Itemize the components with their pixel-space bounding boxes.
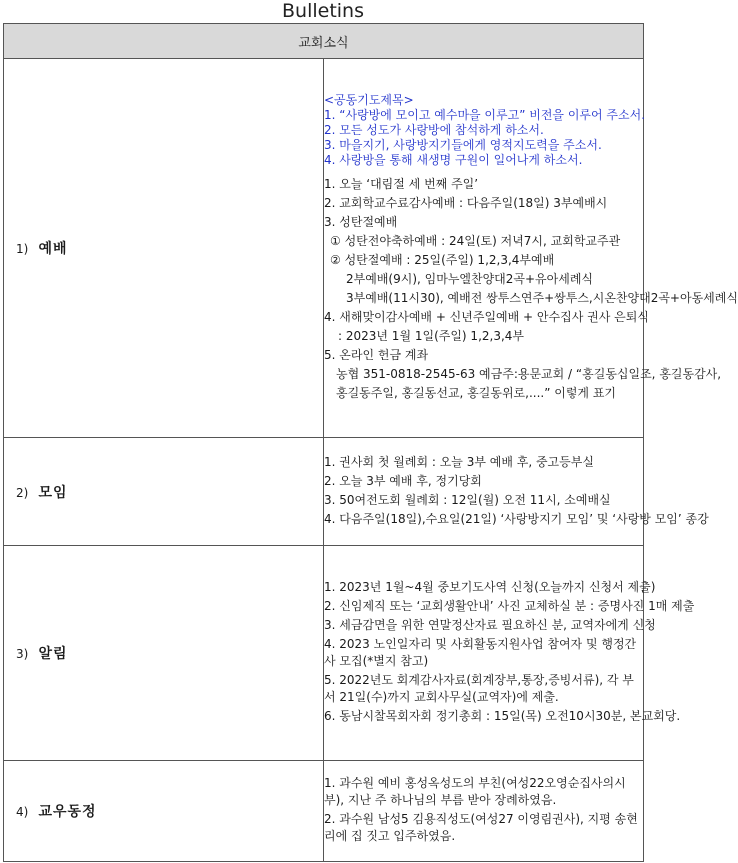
worship-subitem: 2부예배(9시), 임마누엘찬양대2곡+유아세례식 <box>346 271 594 286</box>
meeting-item: 3. 50여전도회 월례회 : 12일(월) 오전 11시, 소예배실 <box>324 492 611 507</box>
notice-item: 4. 2023 노인일자리 및 사회활동지원사업 참여자 및 행정간사 모집(*별지 참고) <box>324 637 637 668</box>
section-name: 모임 <box>38 484 68 501</box>
section-row-worship <box>4 59 644 438</box>
prayer-list <box>324 92 646 168</box>
prayer-heading: <공동기도제목> <box>324 92 414 107</box>
meeting-item: 4. 다음주일(18일),수요일(21일) ‘사랑방지기 모임’ 및 ‘사랑방 모임’ 종강 <box>324 511 709 526</box>
prayer-item: 1. “사랑방에 모이고 예수마을 이루고” 비전을 이루어 주소서. <box>324 107 646 122</box>
worship-subitem: 3부예배(11시30), 예배전 쌍투스연주+쌍투스,시온찬양대2곡+아동세례식 <box>346 290 738 305</box>
prayer-item: 2. 모든 성도가 사랑방에 참석하게 하소서. <box>324 122 544 137</box>
section-number: 1) <box>16 242 29 256</box>
notice-item: 1. 2023년 1월~4월 중보기도사역 신청(오늘까지 신청서 제출) <box>324 580 656 594</box>
worship-item: 5. 온라인 헌금 계좌 <box>324 347 429 362</box>
section-label-meeting <box>4 438 324 546</box>
section-label-worship <box>4 59 324 438</box>
notice-item: 6. 동남시찰목회자회 정기총회 : 15일(목) 오전10시30분, 본교회당. <box>324 709 681 723</box>
fellowship-item: 2. 과수원 남성5 김용직성도(여성27 이영림권사), 지평 송현리에 집 짓고 입주하였음. <box>324 812 638 843</box>
account-info: 홍길동주일, 홍길동선교, 홍길동위로,....” 이렇게 표기 <box>336 385 617 400</box>
section-name: 예배 <box>38 241 68 257</box>
notice-item: 2. 신임제직 또는 ‘교회생활안내’ 사진 교체하실 분 : 증명사진 1매 제출 <box>324 599 695 613</box>
meeting-item: 1. 권사회 첫 월례회 : 오늘 3부 예배 후, 중고등부실 <box>324 454 594 469</box>
table-header: 교회소식 <box>4 24 644 59</box>
prayer-item: 3. 마을지기, 사랑방지기들에게 영적지도력을 주소서. <box>324 137 602 152</box>
section-row-fellowship <box>4 761 644 862</box>
section-name: 알림 <box>38 646 68 662</box>
prayer-item: 4. 사랑방을 통해 새생명 구원이 일어나게 하소서. <box>324 152 583 167</box>
notice-item: 5. 2022년도 회계감사자료(회계장부,통장,증빙서류), 각 부서 21일(수)까지 교회사무실(교역자)에 제출. <box>324 673 634 704</box>
section-number: 2) <box>16 485 29 500</box>
fellowship-item: 1. 과수원 예비 홍성옥성도의 부친(여성22오영순집사의시부), 지난 주 하나님의 부름 받아 장례하였음. <box>324 776 626 807</box>
section-label-fellowship <box>4 761 324 862</box>
section-row-notice <box>4 546 644 761</box>
meeting-item: 2. 오늘 3부 예배 후, 정기당회 <box>324 473 482 488</box>
section-name: 교우동정 <box>38 804 97 820</box>
worship-subitem: ② 성탄절예배 : 25일(주일) 1,2,3,4부예배 <box>330 252 555 267</box>
section-row-meeting <box>4 438 644 546</box>
section-number: 4) <box>16 805 29 819</box>
page-title: Bulletins <box>282 0 364 22</box>
worship-item: 2. 교회학교수료감사예배 : 다음주일(18일) 3부예배시 <box>324 195 608 210</box>
section-body-fellowship <box>324 761 644 862</box>
section-label-notice <box>4 546 324 761</box>
notice-item: 3. 세금감면을 위한 연말정산자료 필요하신 분, 교역자에게 신청 <box>324 618 656 632</box>
section-body-notice <box>324 546 695 761</box>
worship-subitem: ① 성탄전야축하예배 : 24일(토) 저녁7시, 교회학교주관 <box>330 233 621 248</box>
worship-item: 3. 성탄절예배 <box>324 214 398 229</box>
account-info: 농협 351-0818-2545-63 예금주:용문교회 / “홍길동십일조, 홍길동감사, <box>336 366 722 381</box>
section-number: 3) <box>16 647 29 661</box>
worship-item: 1. 오늘 ‘대림절 세 번째 주일’ <box>324 176 479 191</box>
bulletin-table <box>3 23 738 862</box>
section-body-meeting <box>324 438 709 546</box>
worship-subitem: : 2023년 1월 1일(주일) 1,2,3,4부 <box>338 328 525 343</box>
section-body-worship <box>324 59 738 438</box>
worship-item: 4. 새해맞이감사예배 + 신년주일예배 + 안수집사 권사 은퇴식 <box>324 309 649 324</box>
